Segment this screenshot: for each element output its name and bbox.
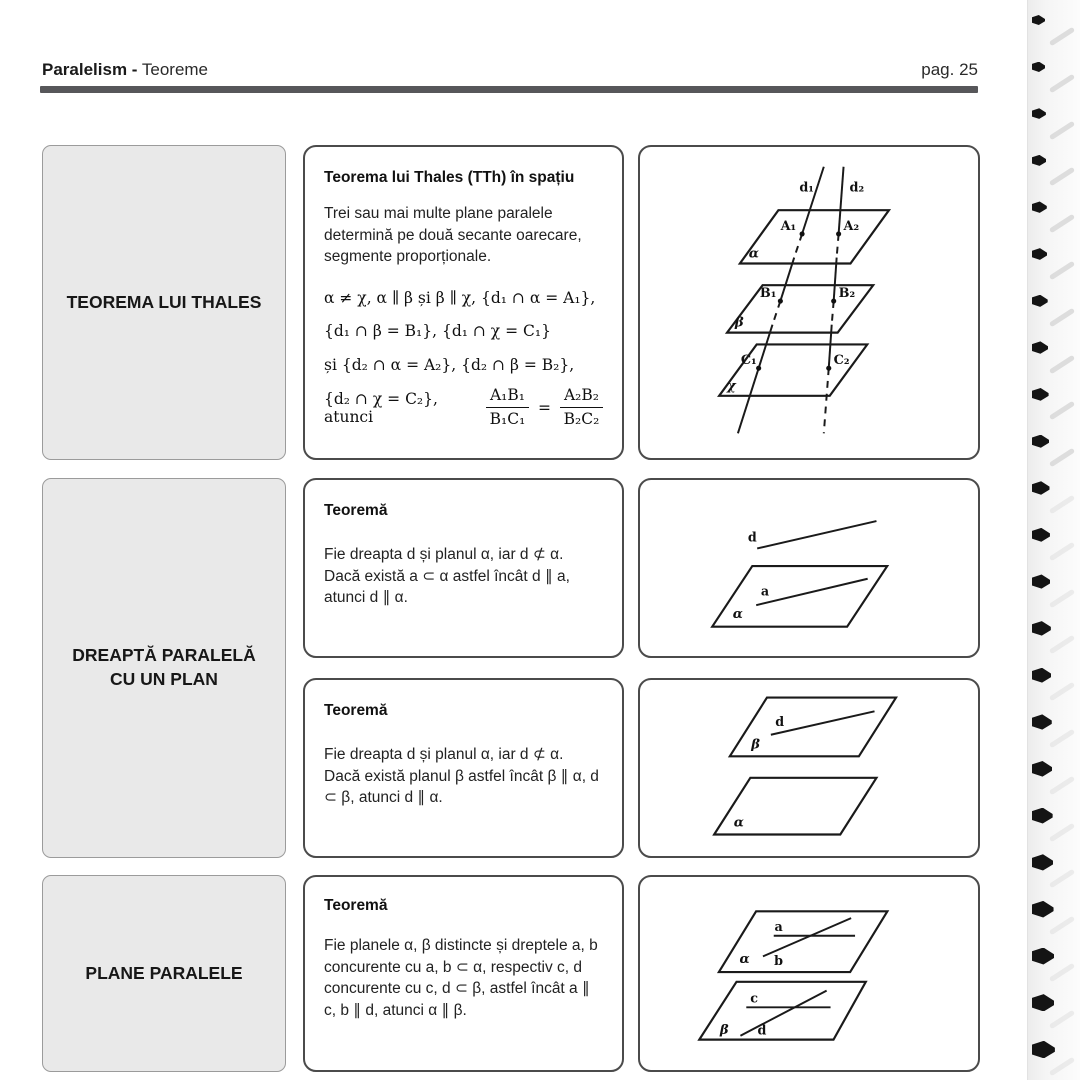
spiral-loop bbox=[1028, 472, 1080, 518]
spiral-wire-highlight bbox=[1049, 542, 1075, 561]
spiral-wire-hole bbox=[1032, 994, 1054, 1011]
label-a: a bbox=[774, 919, 783, 935]
page-title bbox=[42, 60, 208, 80]
spiral-wire-hole bbox=[1032, 62, 1045, 72]
label-alpha: α bbox=[732, 606, 743, 622]
label-d: d bbox=[747, 529, 757, 545]
label-B2: B₂ bbox=[838, 286, 856, 302]
equals-sign: = bbox=[537, 398, 551, 417]
spiral-wire-hole bbox=[1032, 621, 1051, 636]
fraction-left bbox=[486, 386, 529, 430]
spiral-wire-hole bbox=[1032, 15, 1045, 25]
spiral-wire-hole bbox=[1032, 948, 1054, 965]
spiral-wire-highlight bbox=[1049, 308, 1075, 327]
spiral-wire-highlight bbox=[1049, 776, 1075, 795]
label-C1: C₁ bbox=[740, 353, 757, 369]
spiral-wire-highlight bbox=[1049, 963, 1075, 982]
spiral-wire-highlight bbox=[1049, 354, 1075, 373]
label-a: a bbox=[760, 583, 770, 599]
label-A1: A₁ bbox=[780, 218, 797, 234]
spiral-loop bbox=[1028, 144, 1080, 190]
spiral-loop bbox=[1028, 612, 1080, 658]
spiral-loop bbox=[1028, 846, 1080, 892]
theorem-card-thales bbox=[303, 145, 624, 460]
theorem-math bbox=[324, 282, 603, 382]
theorem-body: Fie dreapta d și planul α, iar d ⊄ α. Dacă există a ⊂ α astfel încât d ∥ a, atunci d ∥ α. bbox=[324, 546, 570, 607]
spiral-loop bbox=[1028, 285, 1080, 331]
spiral-wire-highlight bbox=[1049, 822, 1075, 841]
spiral-loop bbox=[1028, 4, 1080, 50]
math-line: și {d₂ ∩ α = A₂}, {d₂ ∩ β = B₂}, bbox=[324, 355, 575, 374]
spiral-wire-highlight bbox=[1049, 1010, 1075, 1029]
section-label-text: DREAPTĂ PARALELĂ CU UN PLAN bbox=[72, 645, 256, 689]
spiral-wire-highlight bbox=[1049, 869, 1075, 888]
theorem-body: Fie dreapta d și planul α, iar d ⊄ α. Dacă există planul β astfel încât β ∥ α, d ⊂ β, atunci d ∥ α. bbox=[324, 746, 599, 807]
math-line: α ≠ χ, α ∥ β și β ∥ χ, {d₁ ∩ α = A₁}, bbox=[324, 289, 596, 308]
section-label-plane-paralele bbox=[42, 875, 286, 1072]
spiral-loop bbox=[1028, 519, 1080, 565]
spiral-wire-highlight bbox=[1049, 120, 1075, 139]
spiral-loop bbox=[1028, 800, 1080, 846]
label-alpha: α bbox=[748, 245, 760, 262]
math-line: {d₂ ∩ χ = C₂}, atunci bbox=[324, 389, 438, 426]
spiral-wire-hole bbox=[1032, 901, 1054, 918]
label-d: d bbox=[757, 1023, 767, 1039]
diagram-thales bbox=[638, 145, 980, 460]
theorem-title: Teoremă bbox=[324, 702, 388, 719]
label-c: c bbox=[750, 991, 759, 1007]
spiral-wire-highlight bbox=[1049, 261, 1075, 280]
spiral-wire-hole bbox=[1032, 248, 1047, 260]
fraction-numerator: A₁B₁ bbox=[486, 386, 529, 408]
math-conclusion bbox=[324, 386, 603, 430]
line-plane-figure bbox=[640, 480, 978, 656]
spiral-wire-hole bbox=[1032, 714, 1052, 729]
section-label-thales bbox=[42, 145, 286, 460]
label-alpha: α bbox=[733, 815, 744, 831]
spiral-wire-highlight bbox=[1049, 448, 1075, 467]
spiral-loop bbox=[1028, 753, 1080, 799]
spiral-wire-highlight bbox=[1049, 214, 1075, 233]
fraction-right bbox=[560, 386, 603, 430]
spiral-wire-highlight bbox=[1049, 167, 1075, 186]
theorem-card-line-plane-2 bbox=[303, 678, 624, 858]
page-title-main: Paralelism - bbox=[42, 60, 138, 79]
spiral-loop bbox=[1028, 332, 1080, 378]
spiral-wire-hole bbox=[1032, 808, 1053, 824]
label-B1: B₁ bbox=[759, 286, 777, 302]
spiral-loop bbox=[1028, 51, 1080, 97]
spiral-wire-hole bbox=[1032, 388, 1049, 401]
spiral-wire-highlight bbox=[1049, 1056, 1075, 1075]
spiral-wire-hole bbox=[1032, 341, 1048, 353]
spiral-loop bbox=[1028, 566, 1080, 612]
spiral-loop bbox=[1028, 425, 1080, 471]
spiral-loop bbox=[1028, 378, 1080, 424]
spiral-loop bbox=[1028, 893, 1080, 939]
spiral-wire-highlight bbox=[1049, 74, 1075, 93]
parallel-planes-figure bbox=[640, 877, 978, 1070]
theorem-card-line-plane-1 bbox=[303, 478, 624, 658]
label-alpha: α bbox=[739, 952, 750, 968]
diagram-line-in-parallel-plane bbox=[638, 678, 980, 858]
spiral-loop bbox=[1028, 1034, 1080, 1080]
diagram-line-parallel-plane bbox=[638, 478, 980, 658]
spiral-loop bbox=[1028, 987, 1080, 1033]
theorem-card-parallel-planes bbox=[303, 875, 624, 1072]
spiral-wire-hole bbox=[1032, 668, 1051, 683]
spiral-loop bbox=[1028, 659, 1080, 705]
spiral-loop bbox=[1028, 238, 1080, 284]
label-C2: C₂ bbox=[833, 353, 850, 369]
spiral-wire-highlight bbox=[1049, 916, 1075, 935]
fraction-numerator: A₂B₂ bbox=[560, 386, 603, 408]
spiral-loop bbox=[1028, 98, 1080, 144]
label-beta: β bbox=[751, 737, 761, 753]
spiral-wire-hole bbox=[1032, 295, 1048, 307]
spiral-wire-hole bbox=[1032, 435, 1049, 448]
theorem-body: Trei sau mai multe plane paralele determină pe două secante oarecare, segmente proporționale. bbox=[324, 205, 582, 266]
spiral-wire-hole bbox=[1032, 1041, 1055, 1059]
spiral-wire-hole bbox=[1032, 574, 1050, 588]
spiral-wire-hole bbox=[1032, 761, 1052, 777]
spiral-wire-highlight bbox=[1049, 401, 1075, 420]
spiral-wire-highlight bbox=[1049, 588, 1075, 607]
math-line: {d₁ ∩ β = B₁}, {d₁ ∩ χ = C₁} bbox=[324, 322, 551, 341]
spiral-binding bbox=[1027, 0, 1080, 1080]
theorem-title: Teoremă bbox=[324, 897, 388, 914]
spiral-wire-hole bbox=[1032, 481, 1050, 495]
spiral-wire-highlight bbox=[1049, 495, 1075, 514]
diagram-parallel-planes bbox=[638, 875, 980, 1072]
spiral-wire-hole bbox=[1032, 155, 1046, 166]
spiral-wire-hole bbox=[1032, 854, 1053, 870]
theorem-title: Teorema lui Thales (TTh) în spațiu bbox=[324, 169, 575, 186]
two-planes-line-figure bbox=[640, 680, 978, 856]
header-rule bbox=[40, 86, 978, 93]
spiral-wire-highlight bbox=[1049, 682, 1075, 701]
spiral-wire-highlight bbox=[1049, 635, 1075, 654]
page-title-suffix: Teoreme bbox=[137, 60, 209, 79]
spiral-wire-highlight bbox=[1049, 27, 1075, 46]
label-A2: A₂ bbox=[843, 218, 860, 234]
thales-planes-figure bbox=[640, 147, 978, 458]
spiral-wire-hole bbox=[1032, 201, 1047, 212]
theorem-body: Fie planele α, β distincte și dreptele a, b concurente cu a, b ⊂ α, respectiv c, d concurente cu c, d ⊂ β, astfel încât a ∥ c, b ∥ d, atunci α ∥ β. bbox=[324, 937, 598, 1020]
spiral-loop bbox=[1028, 940, 1080, 986]
section-label-text: TEOREMA LUI THALES bbox=[66, 291, 262, 312]
spiral-wire-highlight bbox=[1049, 729, 1075, 748]
fraction-denominator: B₂C₂ bbox=[563, 410, 600, 429]
spiral-loop bbox=[1028, 706, 1080, 752]
spiral-loop bbox=[1028, 191, 1080, 237]
label-b: b bbox=[774, 954, 784, 970]
label-beta: β bbox=[734, 314, 744, 331]
label-d: d bbox=[775, 713, 785, 729]
spiral-wire-hole bbox=[1032, 108, 1046, 119]
section-label-text: PLANE PARALELE bbox=[85, 962, 243, 983]
section-label-dreapta-paralela bbox=[42, 478, 286, 858]
label-chi: χ bbox=[727, 377, 736, 394]
page-number: pag. 25 bbox=[921, 60, 978, 79]
spiral-wire-hole bbox=[1032, 528, 1050, 542]
label-d2: d₂ bbox=[849, 180, 865, 196]
fraction-denominator: B₁C₁ bbox=[489, 410, 526, 429]
theorem-title: Teoremă bbox=[324, 502, 388, 519]
label-beta: β bbox=[719, 1022, 729, 1038]
label-d1: d₁ bbox=[799, 180, 814, 196]
